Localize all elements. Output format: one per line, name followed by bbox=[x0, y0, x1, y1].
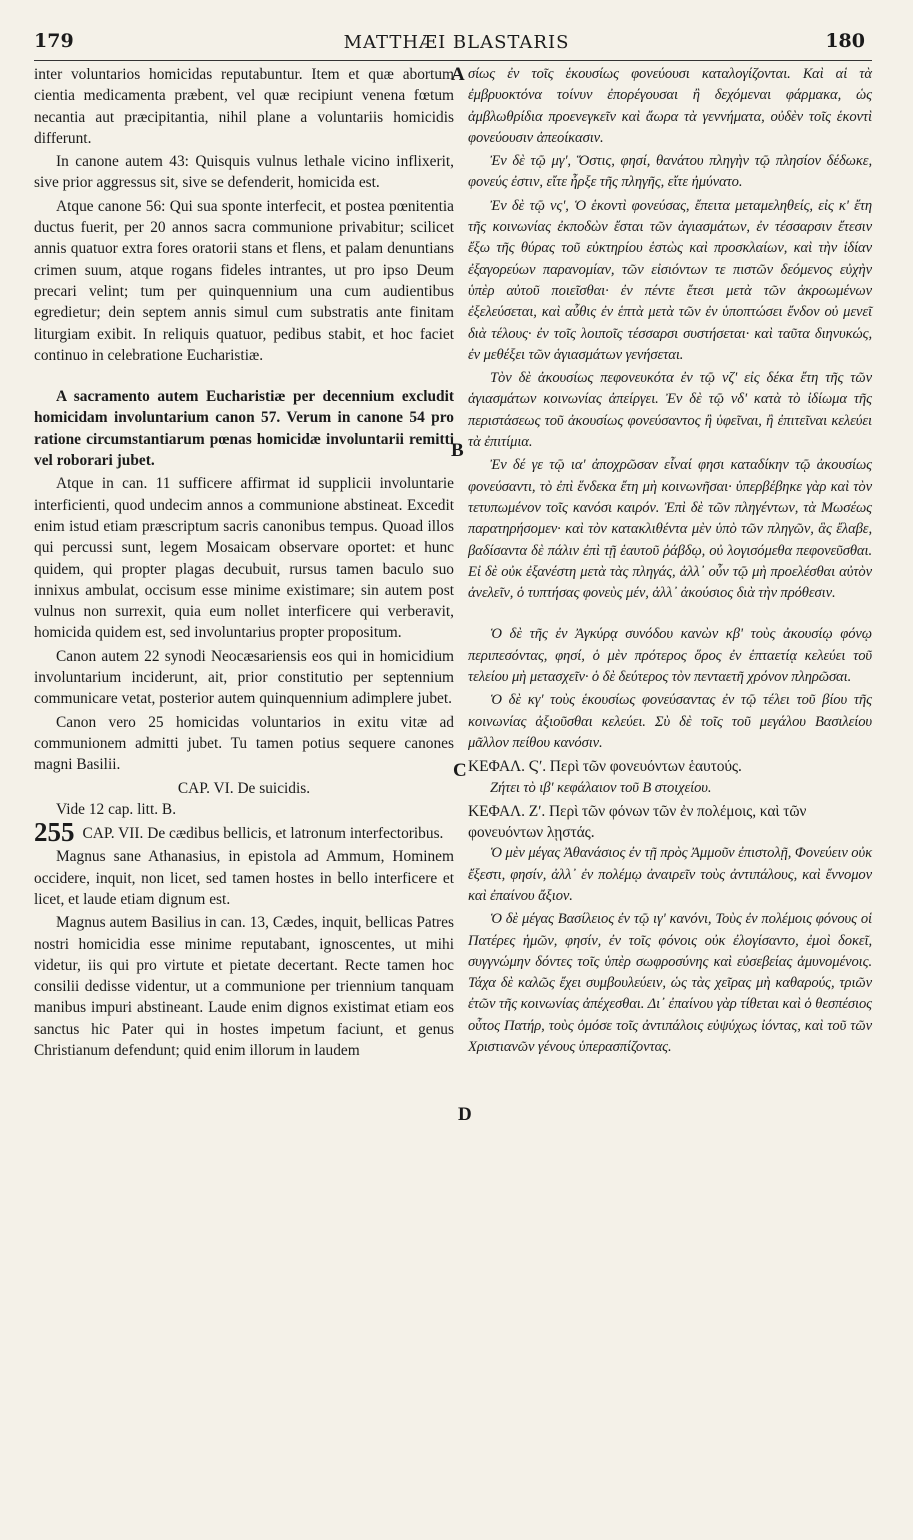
latin-paragraph: inter voluntarios homicidas reputabuntur. Item et quæ abortum cientia medicamenta præbent, vel quæ recipiunt venena fœtum necantia aut præcipitantia, nihil plane a voluntariis homicidis differunt. bbox=[34, 66, 454, 147]
latin-paragraph: In canone autem 43: Quisquis vulnus lethale vicino inflixerit, sive prior aggressus sit, sive se defenderit, homicida est. bbox=[34, 153, 454, 192]
greek-paragraph: Ὁ δὲ κγʹ τοὺς ἑκουσίως φονεύσαντας ἐν τῷ τέλει τοῦ βίου τῆς κοινωνίας ἀξιοῦσθαι κελεύει. Σὺ δὲ τοῖς τοῦ μεγάλου Βασιλείου μᾶλλον πείθου κανόσιν. bbox=[468, 692, 872, 751]
running-title: MATTHÆI BLASTARIS bbox=[343, 32, 570, 53]
latin-column bbox=[34, 64, 454, 1063]
greek-paragraph: Ἐν δὲ τῷ μγʹ, Ὅστις, φησί, θανάτου πληγὴν τῷ πλησίον δέδωκε, φονεύς ἐστιν, εἴτε ἦρξε τῆς πληγῆς, εἴτε ἠμύνατο. bbox=[468, 153, 872, 191]
latin-paragraph: Canon autem 22 synodi Neocæsariensis eos qui in homicidium involuntarium inciderunt, ait, prior constitutio per septennium communicare vetat, posterior autem quinquennium adimplere jubet. bbox=[34, 647, 454, 708]
greek-paragraph: Ἐν δέ γε τῷ ιαʹ ἀποχρῶσαν εἶναί φησι καταδίκην τῷ ἀκουσίως φονεύσαντι, τὸ ἐπὶ ἕνδεκα ἔτη μὴ κοινωνῆσαι· ὑπερβέβηκε γὰρ καὶ τὸν τετυπωμένον τοῖς κανόσι καιρόν. Ἐπὶ δὲ τῶν πληγέντων, τὰ Μωσέως παρατηρήσομεν· καὶ τὸν κατακλιθέντα μὲν ὑπὸ τῶν πληγῶν, ἃς ἔλαβε, βαδίσαντα δὲ πάλιν ἐπὶ τῇ ἑαυτοῦ ῥάβδῳ, οὐ λογισόμεθα πεφονεῦσθαι. Εἰ δὲ οὐκ ἐξανέστη μετὰ τὰς πληγάς, ἀλλ᾽ οὖν τῷ μὴ προελέσθαι αὐτὸν ἀνελεῖν, ὁ τυπτήσας φονεὺς μέν, ἀλλ᾽ ἀκούσιος διὰ τὴν πρόθεσιν. bbox=[468, 457, 872, 602]
greek-chapter-heading: ΚΕΦΑΛ. Ϛʹ. Περὶ τῶν φονευόντων ἑαυτούς. bbox=[468, 758, 742, 776]
greek-paragraph: Ὁ δὲ μέγας Βασίλειος ἐν τῷ ιγʹ κανόνι, Τοὺς ἐν πολέμοις φόνους οἱ Πατέρες ἡμῶν, φησίν, ἐν τοῖς φόνοις οὐκ ἐλογίσαντο, ἐμοὶ δοκεῖ, συγγνώμην δόντες τοῖς ὑπὲρ σωφροσύνης καὶ εὐσεβείας ἀμυνομένοις. Τάχα δὲ καλῶς ἔχει συμβουλεύειν, ὡς τὰς χεῖρας μὴ καθαρούς, τριῶν ἐτῶν τῆς κοινωνίας ἀπέχεσθαι. Δι᾽ ἐπαίνου γὰρ τίθεται καὶ ὁ θεσπέσιος οὗτος Πατήρ, τοὺς ὁμόσε τοῖς ἀντιπάλοις εὐψύχως ἰόντας, καὶ τοῦ τῶν Χριστιανῶν γένους ὑπερασπίζοντας. bbox=[468, 911, 872, 1056]
latin-paragraph: Canon vero 25 homicidas voluntarios in exitu vitæ ad communionem admitti jubet. Tu tamen potius sequere canones magni Basilii. bbox=[34, 713, 454, 774]
latin-paragraph: Atque in can. 11 sufficere affirmat id supplicii involuntarie interficienti, quod undecim annos a communione abstineat. Excedit enim istud etiam præscriptum sacris canonibus tempus. Quoad illos qui percussi sunt, legem Mosaicam observare oportet: et hunc quidem, qui propter plagas decubuit, rursus tamen baculo suo innixus ambulat, occisum esse minime existimare; sin autem post vulnus non surrexit, quia eum nollet interficere qui verberavit, homicida quidem est, sed involuntarius propter propositum. bbox=[34, 475, 454, 642]
greek-paragraph: σίως ἐν τοῖς ἑκουσίως φονεύουσι καταλογίζονται. Καὶ αἱ τὰ ἐμβρυοκτόνα τοίνυν ἐπορέγουσαι ἢ δεχόμεναι φάρμακα, ὡς ἀμβλωθρίδια προενεγκεῖν καὶ ἄωρα τὰ γεννήματα, οὐδὲν τοῖς ἑκοντὶ φονεύουσιν ἀπεοίκασιν. bbox=[468, 66, 872, 146]
latin-cross-reference: Vide 12 cap. litt. B. bbox=[56, 800, 177, 818]
latin-chapter-title: CAP. VII. De cædibus bellicis, et latronum interfectoribus. bbox=[82, 825, 444, 843]
greek-paragraph: Τὸν δὲ ἀκουσίως πεφονευκότα ἐν τῷ νζʹ εἰς δέκα ἔτη τῆς τῶν ἁγιασμάτων κοινωνίας ἀπείργει. Ἐν δὲ τῷ νδʹ κατὰ τὸ ἰδίωμα τῆς περιστάσεως τοῦ ἀκουσίως φονεύσαντος ἢ ὑφεῖναι, ἢ ἐπιτεῖναι κελεύει τὰ ἐπιτίμια. bbox=[468, 370, 872, 451]
greek-chapter-heading: ΚΕΦΑΛ. Ζʹ. Περὶ τῶν φόνων τῶν ἐν πολέμοις, καὶ τῶν φονευόντων λῃστάς. bbox=[468, 802, 807, 842]
margin-mark-b: B bbox=[451, 440, 464, 461]
latin-paragraph: A sacramento autem Eucharistiæ per decennium excludit homicidam involuntarium canon 57. Verum in canone 54 pro ratione circumstantiarum pœnas homicidæ involuntarii remitti vel roborari jubet. bbox=[34, 388, 454, 470]
margin-mark-a: A bbox=[451, 64, 465, 85]
header-rule bbox=[34, 60, 872, 61]
greek-paragraph: Ὁ δὲ τῆς ἐν Ἀγκύρᾳ συνόδου κανὼν κβʹ τοὺς ἀκουσίῳ φόνῳ περιπεσόντας, φησί, ὁ μὲν πρότερος ὅρος ἐν ἑπταετίᾳ κελεύει τοῦ τελείου μὴ μετασχεῖν· ὁ δὲ δεύτερος τὸν πενταετῆ χρόνον πληρῶσαι. bbox=[468, 626, 872, 686]
margin-page-number: 255 bbox=[34, 817, 75, 848]
margin-mark-c: C bbox=[453, 760, 467, 781]
page-number-right: 180 bbox=[825, 30, 865, 52]
latin-paragraph: Atque canone 56: Qui sua sponte interfecit, et postea pœnitentia ductus fuerit, per 20 annos sacra communione privabitur; scilicet annis quatuor extra fores oratorii stans et flens, et palam denuntians crimen suum, atque rogans fideles intrantes, ut pro ipso Deum precari velint; tum per quinquennium una cum audientibus egredietur; dein septem annis simul cum substratis ante finitam liturgiam exibit. In reliquis quatuor, pedibus stabit, et hoc faciet continuo in celebratione Eucharistiæ. bbox=[34, 197, 454, 364]
margin-mark-d: D bbox=[458, 1104, 472, 1125]
latin-chapter-heading: CAP. VI. De suicidis. bbox=[177, 779, 311, 797]
greek-paragraph: Ἐν δὲ τῷ νςʹ, Ὁ ἑκοντὶ φονεύσας, ἔπειτα μεταμεληθείς, εἰς κʹ ἔτη τῆς κοινωνίας ἐκποδὼν ἔσται τῶν ἁγιασμάτων, ἐν τέσσαρσιν ἔτεσιν ἔξω τῆς θύρας τοῦ εὐκτηρίου ἑστὼς καὶ προσκλαίων, καὶ τὴν ἰδίαν ἐξαγορεύων παρανομίαν, τῶν εἰσιόντων τε πιστῶν δεόμενος εὐχὴν ὑπὲρ αὐτοῦ ποιεῖσθαι· ἐν πέντε ἔτεσι μετὰ τῶν ἀκροωμένων ἐξελεύσεται, καὶ αὖθις ἐν ἑπτὰ μετὰ τῶν ἐν ὑποπτώσει ἔνδον οὐ μενεῖ διὰ τέλους· ἐν τοῖς λοιποῖς τέσσαρσι συστήσεται· καὶ ταῦτα διηνυκώς, ἐν μεθέξει τῶν ἁγιασμάτων γενήσεται. bbox=[468, 197, 872, 363]
greek-cross-reference: Ζήτει τὸ ιβʹ κεφάλαιον τοῦ Β στοιχείου. bbox=[490, 779, 712, 796]
latin-paragraph: Magnus sane Athanasius, in epistola ad Ammum, Hominem occidere, inquit, non licet, sed tamen hostes in bello interficere et licet, et laude etiam dignum est. bbox=[34, 848, 454, 908]
latin-chapter-heading bbox=[34, 817, 454, 848]
greek-column bbox=[468, 64, 872, 1060]
running-header bbox=[0, 30, 913, 62]
latin-paragraph: Magnus autem Basilius in can. 13, Cædes, inquit, bellicas Patres nostri homicidia esse minime reputabant, ignoscentes, ut mihi videtur, iis qui pro virtute et pietate decertant. Recte tamen hoc consilii dedisse videntur, ut a communione per triennium tanquam manibus impuri abstineant. Laude enim dignos existimat etiam eos sanctus hic Pater qui in hostes impetum faciunt, et genus Christianum defendunt; quid enim illorum in laudem bbox=[34, 914, 454, 1060]
greek-paragraph: Ὁ μὲν μέγας Ἀθανάσιος ἐν τῇ πρὸς Ἀμμοῦν ἐπιστολῇ, Φονεύειν οὐκ ἔξεστι, φησίν, ἀλλ᾽ ἐν πολέμῳ ἀναιρεῖν τοὺς ἀντιπάλους, καὶ ἔννομον καὶ ἐπαίνου ἄξιον. bbox=[468, 845, 872, 904]
page-number-left: 179 bbox=[34, 30, 74, 52]
